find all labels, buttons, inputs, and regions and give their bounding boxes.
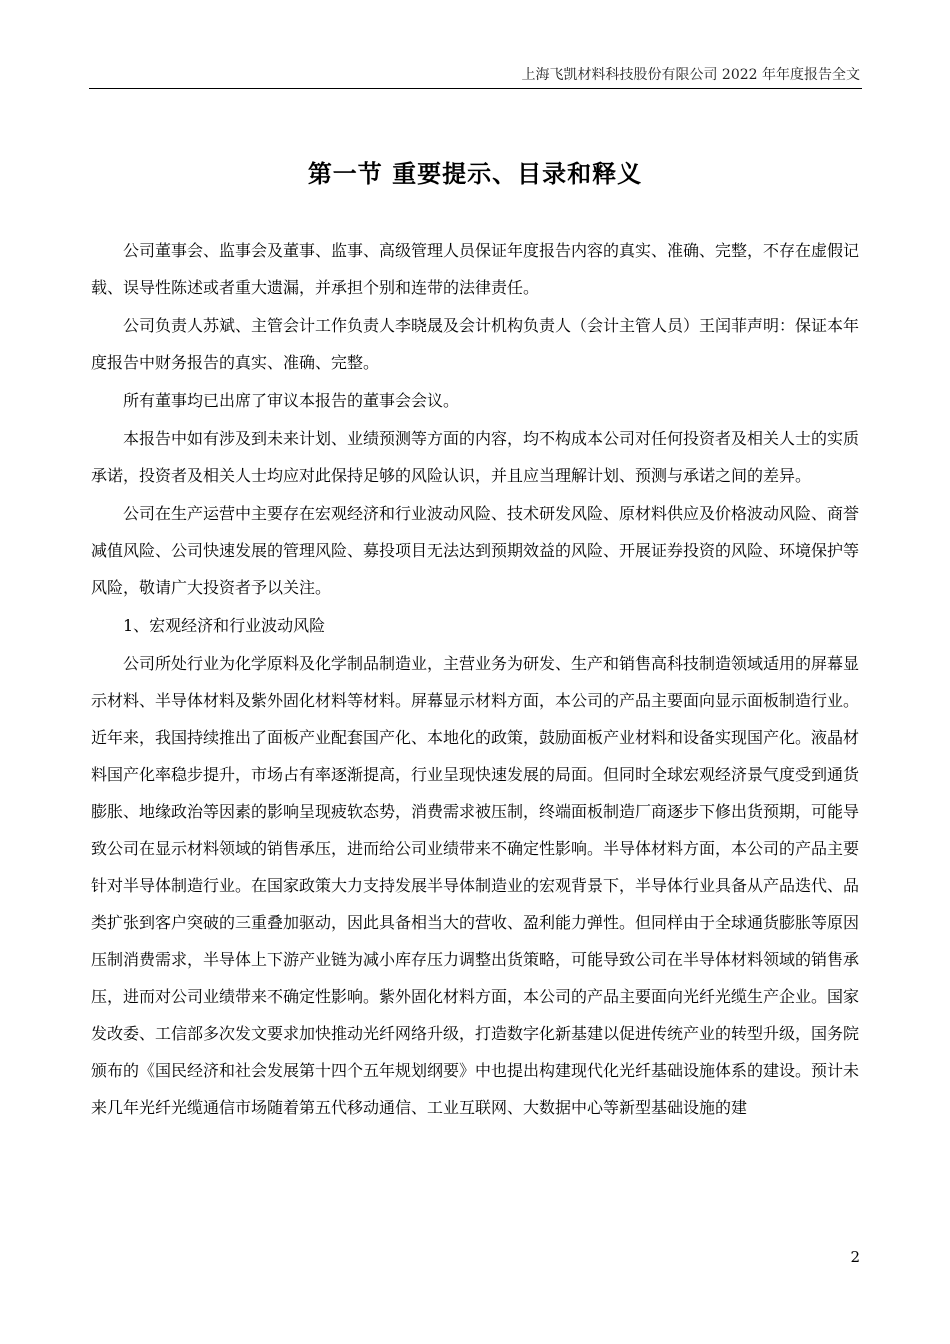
paragraph-macro-risk: 公司所处行业为化学原料及化学制品制造业，主营业务为研发、生产和销售高科技制造领域适用的屏幕显示材料、半导体材料及紫外固化材料等材料。屏幕显示材料方面，本公司的产品主要面向显示面板制造行业。近年来，我国持续推出了面板产业配套国产化、本地化的政策，鼓励面板产业材料和设备实现国产化。液晶材料国产化率稳步提升，市场占有率逐渐提高，行业呈现快速发展的局面。但同时全球宏观经济景气度受到通货膨胀、地缘政治等因素的影响呈现疲软态势，消费需求被压制，终端面板制造厂商逐步下修出货预期，可能导致公司在显示材料领域的销售承压，进而给公司业绩带来不确定性影响。半导体材料方面，本公司的产品主要针对半导体制造行业。在国家政策大力支持发展半导体制造业的宏观背景下，半导体行业具备从产品迭代、品类扩张到客户突破的三重叠加驱动，因此具备相当大的营收、盈利能力弹性。但同样由于全球通货膨胀等原因压制消费需求，半导体上下游产业链为减小库存压力调整出货策略，可能导致公司在半导体材料领域的销售承压，进而对公司业绩带来不确定性影响。紫外固化材料方面，本公司的产品主要面向光纤光缆生产企业。国家发改委、工信部多次发文要求加快推动光纤网络升级，打造数字化新基建以促进传统产业的转型升级，国务院颁布的《国民经济和社会发展第十四个五年规划纲要》中也提出构建现代化光纤基础设施体系的建设。预计未来几年光纤光缆通信市场随着第五代移动通信、工业互联网、大数据中心等新型基础设施的建	[91, 654, 860, 1117]
paragraph-forward-looking: 本报告中如有涉及到未来计划、业绩预测等方面的内容，均不构成本公司对任何投资者及相关人士的实质承诺，投资者及相关人士均应对此保持足够的风险认识，并且应当理解计划、预测与承诺之间的差异。	[91, 429, 860, 485]
header-divider	[89, 88, 862, 89]
paragraph-risk-summary: 公司在生产运营中主要存在宏观经济和行业波动风险、技术研发风险、原材料供应及价格波动风险、商誉减值风险、公司快速发展的管理风险、募投项目无法达到预期效益的风险、开展证券投资的风险、环境保护等风险，敬请广大投资者予以关注。	[91, 504, 860, 597]
paragraph-board-statement: 公司董事会、监事会及董事、监事、高级管理人员保证年度报告内容的真实、准确、完整，不存在虚假记载、误导性陈述或者重大遗漏，并承担个别和连带的法律责任。	[91, 241, 860, 297]
risk-heading-macro: 1、宏观经济和行业波动风险	[123, 616, 326, 635]
section-title: 第一节 重要提示、目录和释义	[307, 159, 643, 188]
page-number: 2	[850, 1248, 860, 1266]
paragraph-officer-declaration: 公司负责人苏斌、主管会计工作负责人李晓晟及会计机构负责人（会计主管人员）王闰菲声明：保证本年度报告中财务报告的真实、准确、完整。	[91, 316, 860, 372]
body-text	[91, 232, 859, 1126]
paragraph-board-attendance: 所有董事均已出席了审议本报告的董事会会议。	[123, 391, 460, 410]
running-header: 上海飞凯材料科技股份有限公司 2022 年年度报告全文	[521, 67, 860, 83]
